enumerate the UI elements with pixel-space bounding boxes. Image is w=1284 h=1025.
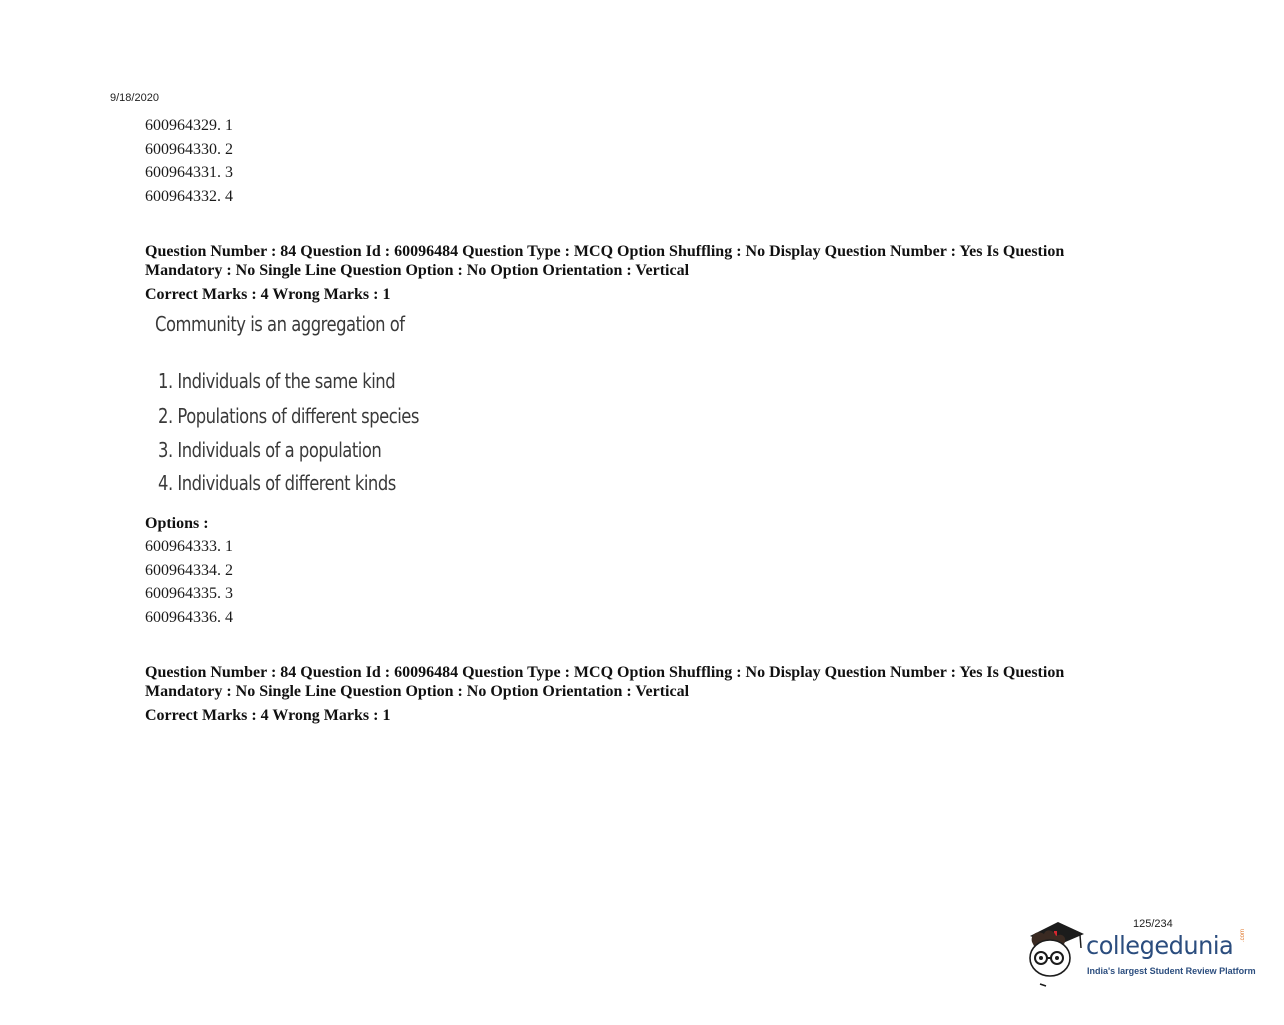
option-2: 600964334. 2 xyxy=(145,562,233,579)
next-question-marks: Correct Marks : 4 Wrong Marks : 1 xyxy=(145,707,391,724)
choice-3: 3. Individuals of a population xyxy=(158,438,382,462)
options-label: Options : xyxy=(145,515,209,532)
prev-option-2: 600964330. 2 xyxy=(145,141,233,158)
prev-option-4: 600964332. 4 xyxy=(145,188,233,205)
page-number: 125/234 xyxy=(1133,918,1173,930)
option-1: 600964333. 1 xyxy=(145,538,233,555)
option-3: 600964335. 3 xyxy=(145,585,233,602)
question-marks: Correct Marks : 4 Wrong Marks : 1 xyxy=(145,286,391,303)
question-text: Community is an aggregation of xyxy=(155,312,405,336)
brand-name: collegedunia xyxy=(1086,931,1234,960)
print-date: 9/18/2020 xyxy=(110,92,159,104)
prev-option-1: 600964329. 1 xyxy=(145,117,233,134)
next-question-meta xyxy=(145,663,1155,701)
choice-2: 2. Populations of different species xyxy=(158,404,419,428)
question-meta-line-2: Mandatory : No Single Line Question Option : No Option Orientation : Vertical xyxy=(145,262,690,279)
prev-option-3: 600964331. 3 xyxy=(145,164,233,181)
question-meta-line-1: Question Number : 84 Question Id : 60096484 Question Type : MCQ Option Shuffling : No Display Question Number : Yes Is Question xyxy=(145,243,1065,260)
brand-suffix: .com xyxy=(1240,928,1246,942)
choice-4: 4. Individuals of different kinds xyxy=(158,471,396,495)
next-question-meta-line-1: Question Number : 84 Question Id : 60096484 Question Type : MCQ Option Shuffling : No Display Question Number : Yes Is Question xyxy=(145,664,1065,681)
question-meta xyxy=(145,242,1155,280)
brand-tagline: India's largest Student Review Platform xyxy=(1087,966,1256,976)
choice-1: 1. Individuals of the same kind xyxy=(158,369,396,393)
option-4: 600964336. 4 xyxy=(145,609,233,626)
next-question-meta-line-2: Mandatory : No Single Line Question Option : No Option Orientation : Vertical xyxy=(145,683,690,700)
